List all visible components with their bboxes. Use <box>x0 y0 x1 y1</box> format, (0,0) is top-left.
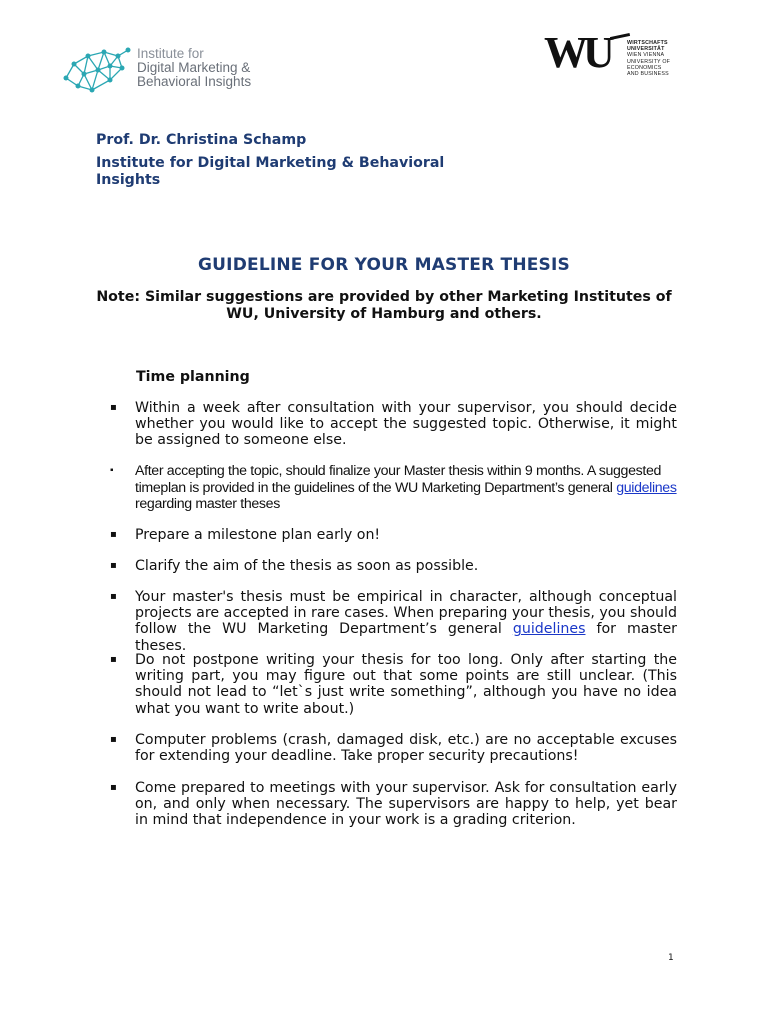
page-number: 1 <box>668 953 674 963</box>
list-item <box>110 400 677 449</box>
bullet-marker: ▪ <box>110 529 117 540</box>
bullet-text: Come prepared to meetings with your supervisor. Ask for consultation early on, and only when necessary. The supervisors are happy to help, yet bear in mind that independence in your work is a grading criterion. <box>135 780 677 829</box>
bullet-marker: ▪ <box>110 654 117 665</box>
bullet-marker: ▪ <box>110 734 117 745</box>
list-item <box>110 558 677 574</box>
wu-line-1: WIRTSCHAFTS <box>627 40 668 46</box>
wu-line-4: UNIVERSITY OF <box>627 58 671 65</box>
guidelines-link[interactable]: guidelines <box>616 479 677 496</box>
bullet-text: Computer problems (crash, damaged disk, etc.) are no acceptable excuses for extending your deadline. Take proper security precautions! <box>135 732 677 765</box>
wu-accent-mark <box>610 33 630 40</box>
author-name: Prof. Dr. Christina Schamp <box>96 132 307 148</box>
bullet-marker: ▪ <box>110 465 114 476</box>
wu-logo-text <box>627 40 670 77</box>
bullet-text: Clarify the aim of the thesis as soon as possible. <box>135 558 479 574</box>
note-paragraph: Note: Similar suggestions are provided by other Marketing Institutes of WU, University of Hamburg and others. <box>96 289 672 322</box>
bullet-text: Prepare a milestone plan early on! <box>135 527 381 543</box>
bullet-text: Do not postpone writing your thesis for too long. Only after starting the writing part, you may figure out that some points are still unclear. (This should not lead to “let`s just write something”, although you have no idea what you want to write about.) <box>135 652 677 717</box>
bullet-text: Your master's thesis must be empirical in character, although conceptual projects are accepted in rare cases. When preparing your thesis, you should follow the WU Marketing Department’s general <box>135 589 677 638</box>
author-institute: Institute for Digital Marketing & Behavioral Insights <box>96 155 445 188</box>
guidelines-link[interactable]: guidelines <box>512 621 586 638</box>
list-item <box>110 780 677 829</box>
bullet-marker: ▪ <box>110 402 117 413</box>
bullet-text-end: regarding master theses <box>135 496 280 512</box>
wu-line-5: ECONOMICS <box>627 64 662 71</box>
list-item <box>110 463 677 513</box>
bullet-text: After accepting the topic, should finalize your Master thesis within 9 months. A suggested timeplan is provided in the guidelines of the WU Marketing Department’s general <box>135 463 662 496</box>
logo-line-1: Institute for <box>137 46 204 61</box>
section-heading: Time planning <box>136 369 250 385</box>
list-item <box>110 652 677 717</box>
document-title: GUIDELINE FOR YOUR MASTER THESIS <box>198 255 570 275</box>
institute-logo-text <box>137 47 251 89</box>
bullet-marker: ▪ <box>110 560 117 571</box>
logo-line-2: Digital Marketing & <box>137 60 251 75</box>
bullet-marker: ▪ <box>110 591 117 602</box>
bullet-text: Within a week after consultation with your supervisor, you should decide whether you would like to accept the suggested topic. Otherwise, it might be assigned to someone else. <box>135 400 677 449</box>
bullet-marker: ▪ <box>110 782 117 793</box>
list-item <box>110 732 677 765</box>
list-item <box>110 589 678 654</box>
wu-line-6: AND BUSINESS <box>627 71 669 78</box>
wu-mark: WU <box>544 28 610 77</box>
author-block <box>96 131 496 188</box>
wu-line-3: WIEN VIENNA <box>627 52 665 59</box>
network-brain-icon <box>60 44 132 96</box>
bullet-text-end: for master theses. <box>135 621 678 654</box>
list-item <box>110 527 677 543</box>
wu-line-2: UNIVERSITÄT <box>627 46 665 53</box>
logo-line-3: Behavioral Insights <box>137 74 252 89</box>
institute-logo <box>60 40 300 100</box>
wu-logo <box>544 28 674 97</box>
